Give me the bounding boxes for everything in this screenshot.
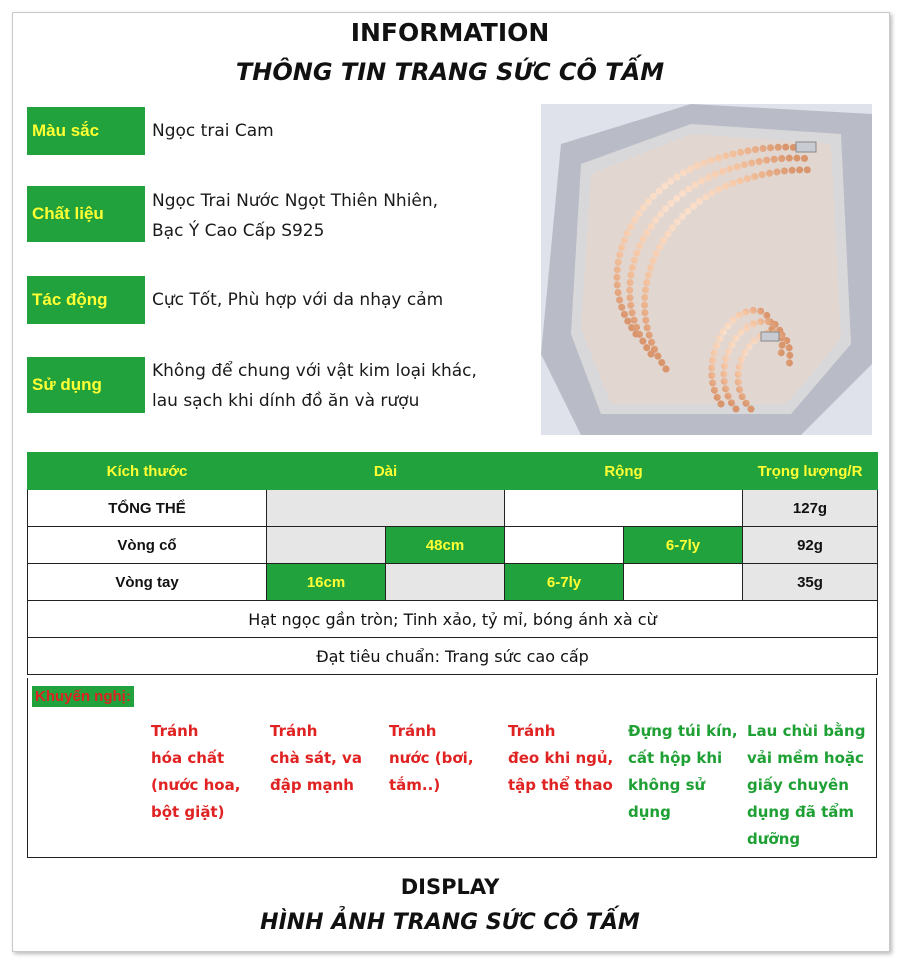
display-subtitle: HÌNH ẢNH TRANG SỨC CÔ TẤM xyxy=(260,910,640,935)
recommendation-line: tắm..) xyxy=(389,776,441,794)
info-value-effect xyxy=(152,285,443,315)
table-header: Trọng lượng/R xyxy=(743,453,878,490)
table-row xyxy=(28,527,878,564)
page-title: INFORMATION xyxy=(350,18,550,47)
size-table xyxy=(27,452,878,675)
pearl-necklace-illustration xyxy=(541,104,872,435)
display-title: DISPLAY xyxy=(400,875,500,899)
table-cell xyxy=(267,527,386,564)
recommendation-line: Đựng túi kín, xyxy=(628,722,738,740)
page-subtitle: THÔNG TIN TRANG SỨC CÔ TẤM xyxy=(235,58,665,86)
recommendation-line: dụng đã tẩm xyxy=(747,803,855,821)
recommendation-line: giấy chuyên xyxy=(747,776,849,794)
recommendation-line: Tránh xyxy=(508,722,556,740)
recommendation-item xyxy=(270,718,362,799)
table-cell xyxy=(267,490,505,527)
recommendation-line: cất hộp khi xyxy=(628,749,723,767)
table-cell: 127g xyxy=(743,490,878,527)
recommendation-line: dưỡng xyxy=(747,830,801,848)
info-label-effect: Tác động xyxy=(27,276,145,324)
table-cell xyxy=(624,564,743,601)
table-cell: 6-7ly xyxy=(624,527,743,564)
info-value-line: lau sạch khi dính đồ ăn và rượu xyxy=(152,391,420,411)
table-cell: 92g xyxy=(743,527,878,564)
table-row xyxy=(28,490,878,527)
recommendation-line: đeo khi ngủ, xyxy=(508,749,614,767)
recommendation-line: vải mềm hoặc xyxy=(747,749,864,767)
recommendation-line: Tránh xyxy=(270,722,318,740)
recommendation-line: Lau chùi bằng xyxy=(747,722,866,740)
table-note-row xyxy=(28,638,878,675)
table-note-row xyxy=(28,601,878,638)
table-row xyxy=(28,564,878,601)
recommendation-item xyxy=(747,718,865,853)
recommendation-line: (nước hoa, xyxy=(151,776,241,794)
info-value-line: Cực Tốt, Phù hợp với da nhạy cảm xyxy=(152,290,444,310)
info-value-line: Ngọc Trai Nước Ngọt Thiên Nhiên, xyxy=(152,191,439,211)
table-cell: 48cm xyxy=(386,527,505,564)
table-cell xyxy=(505,527,624,564)
info-label-color: Màu sắc xyxy=(27,107,145,155)
info-value-color xyxy=(152,116,274,146)
table-cell: 16cm xyxy=(267,564,386,601)
info-value-line: Bạc Ý Cao Cấp S925 xyxy=(152,221,325,241)
recommendation-item xyxy=(389,718,474,799)
recommendation-label: Khuyến nghị: xyxy=(32,686,134,707)
table-header: Dài xyxy=(267,453,505,490)
recommendation-line: bột giặt) xyxy=(151,803,225,821)
table-header-row xyxy=(28,453,878,490)
info-label-usage: Sử dụng xyxy=(27,357,145,413)
recommendation-line: hóa chất xyxy=(151,749,225,767)
table-note: Hạt ngọc gần tròn; Tinh xảo, tỷ mỉ, bóng ánh xà cừ xyxy=(28,601,878,638)
info-label-material: Chất liệu xyxy=(27,186,145,242)
info-value-line: Không để chung với vật kim loại khác, xyxy=(152,361,477,381)
table-cell xyxy=(505,490,743,527)
info-value-usage xyxy=(152,356,477,416)
table-header: Kích thước xyxy=(28,453,267,490)
recommendation-box xyxy=(27,678,877,858)
product-photo xyxy=(541,104,872,435)
info-value-material xyxy=(152,186,438,246)
table-cell xyxy=(386,564,505,601)
recommendation-item xyxy=(628,718,738,826)
table-cell: TỔNG THỂ xyxy=(28,490,267,527)
recommendation-line: chà sát, va xyxy=(270,749,362,767)
recommendation-line: tập thể thao xyxy=(508,776,613,794)
recommendation-line: không sử xyxy=(628,776,706,794)
recommendation-line: dụng xyxy=(628,803,671,821)
recommendation-line: đập mạnh xyxy=(270,776,354,794)
recommendation-item xyxy=(508,718,613,799)
table-cell: 35g xyxy=(743,564,878,601)
info-value-line: Ngọc trai Cam xyxy=(152,121,274,141)
recommendation-line: Tránh xyxy=(389,722,437,740)
table-header: Rộng xyxy=(505,453,743,490)
table-cell: 6-7ly xyxy=(505,564,624,601)
table-note: Đạt tiêu chuẩn: Trang sức cao cấp xyxy=(28,638,878,675)
table-cell: Vòng cổ xyxy=(28,527,267,564)
recommendation-line: Tránh xyxy=(151,722,199,740)
table-cell: Vòng tay xyxy=(28,564,267,601)
recommendation-item xyxy=(151,718,240,826)
recommendation-line: nước (bơi, xyxy=(389,749,474,767)
